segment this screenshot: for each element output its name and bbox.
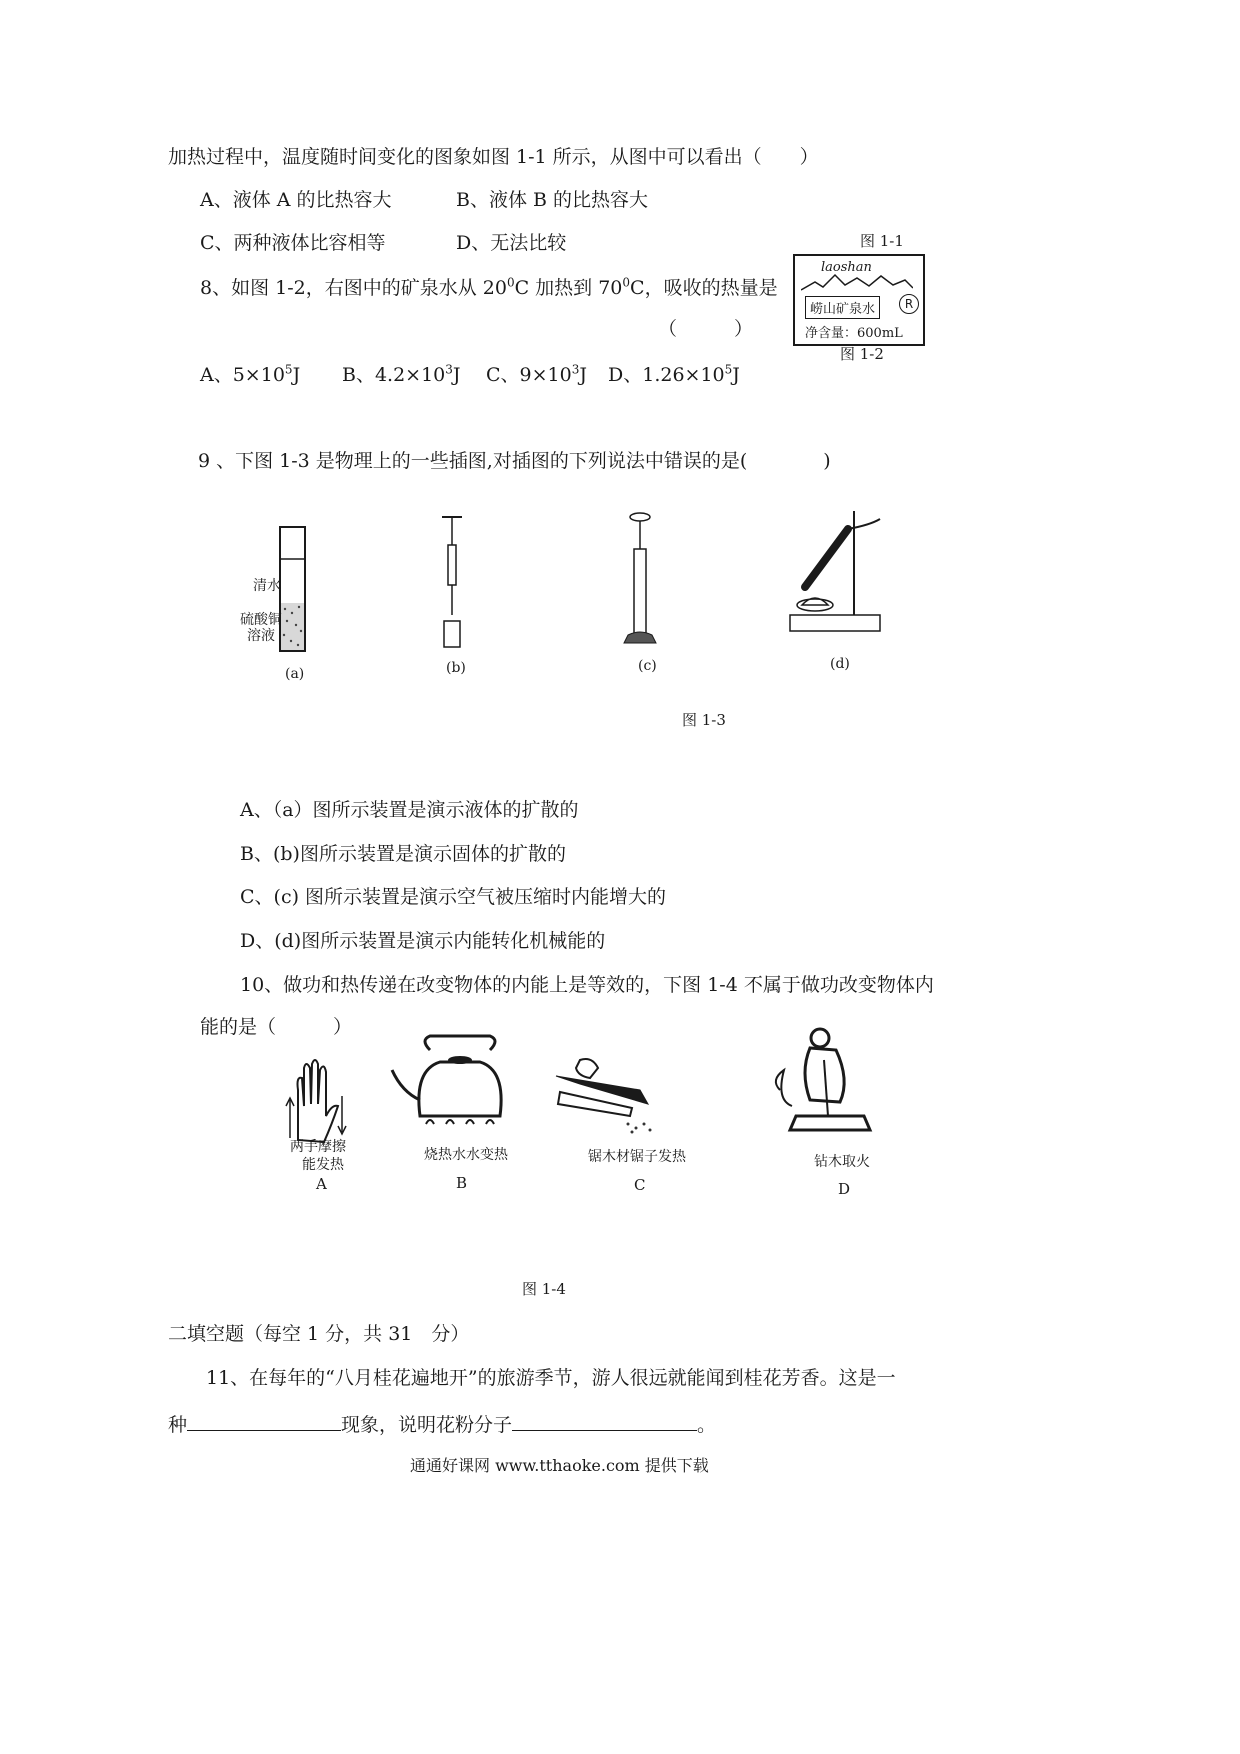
fig-b-caption: 烧热水水变热 xyxy=(424,1147,508,1163)
fig-a-caption-2: 能发热 xyxy=(302,1157,344,1173)
fig-1-1-label: 图 1-1 xyxy=(860,232,904,250)
figure-1-4 xyxy=(280,1020,920,1150)
q7-stem-continuation: 加热过程中，温度随时间变化的图象如图 1-1 所示，从图中可以看出（ ） xyxy=(168,146,819,168)
fig-a-rubbing-hands-icon xyxy=(286,1060,346,1142)
fig-d-letter: D xyxy=(838,1180,851,1198)
fig-1-2-label: 图 1-2 xyxy=(840,345,884,363)
fig-d-fire-drill-icon xyxy=(776,1029,870,1130)
q7-option-b: B、液体 B 的比热容大 xyxy=(456,189,649,211)
q7-option-c: C、两种液体比容相等 xyxy=(200,232,386,254)
fig-a-water-label: 清水 xyxy=(253,578,281,594)
mountain-icon xyxy=(801,272,913,292)
registered-mark-icon: R xyxy=(899,294,919,314)
q11-blank-1[interactable] xyxy=(187,1412,341,1431)
q9-option-a: A、（a）图所示装置是演示液体的扩散的 xyxy=(240,799,579,821)
q10-stem-line1: 10、做功和热传递在改变物体的内能上是等效的，下图 1-4 不属于做功改变物体内 xyxy=(240,974,934,996)
fig-a-diffusion-cylinder xyxy=(280,527,305,651)
q9-option-c: C、(c) 图所示装置是演示空气被压缩时内能增大的 xyxy=(240,886,667,908)
section-2-heading: 二填空题（每空 1 分，共 31 分） xyxy=(168,1323,470,1345)
q7-option-d: D、无法比较 xyxy=(456,232,567,254)
fig-b-caption: (b) xyxy=(446,660,466,676)
fig-a-solution-label-2: 溶液 xyxy=(247,628,275,644)
fig-1-3-label: 图 1-3 xyxy=(682,711,726,729)
fig-c-caption: (c) xyxy=(638,658,657,674)
fig-b-kettle-icon xyxy=(392,1036,501,1124)
label-net-content: 净含量：600mL xyxy=(805,326,903,341)
fig-c-saw-icon xyxy=(556,1059,652,1134)
q8-option-b: B、$4.2\times 10^3J$ xyxy=(342,362,461,386)
fig-d-caption: (d) xyxy=(830,656,850,672)
q9-option-b: B、(b)图所示装置是演示固体的扩散的 xyxy=(240,843,566,865)
fig-d-caption: 钻木取火 xyxy=(814,1154,870,1170)
figure-1-3 xyxy=(230,505,1030,685)
q11-line1: 11、在每年的“八月桂花遍地开”的旅游季节，游人很远就能闻到桂花芳香。这是一 xyxy=(206,1367,896,1389)
q8-option-c: C、$9\times 10^3J$ xyxy=(486,362,587,386)
q8-stem: 8、如图 1-2，右图中的矿泉水从 $20^0C$ 加热到 $70^0C$，吸收的热量是 xyxy=(200,275,778,299)
q7-option-a: A、液体 A 的比热容大 xyxy=(200,189,392,211)
fig-b-letter: B xyxy=(456,1174,468,1192)
fig-a-caption: (a) xyxy=(285,666,305,682)
q11-blank-2[interactable] xyxy=(512,1412,697,1431)
fig-1-4-label: 图 1-4 xyxy=(522,1280,566,1298)
label-brand: laoshan xyxy=(821,260,872,275)
fig-a-caption-1: 两手摩擦 xyxy=(290,1139,346,1155)
q9-option-d: D、(d)图所示装置是演示内能转化机械能的 xyxy=(240,930,606,952)
q10-stem-line2: 能的是（ ） xyxy=(200,1016,353,1038)
fig-d-steam-test-tube xyxy=(790,511,880,631)
q9-stem: 9 、下图 1-3 是物理上的一些插图,对插图的下列说法中错误的是( ) xyxy=(198,450,831,472)
fig-c-caption: 锯木材锯子发热 xyxy=(588,1149,686,1165)
fig-a-solution-label-1: 硫酸铜 xyxy=(240,612,282,628)
footer-text: 通通好课网 www.tthaoke.com 提供下载 xyxy=(410,1456,709,1475)
q8-option-d: D、$1.26\times 10^5J$ xyxy=(608,362,740,386)
fig-c-air-compression-tube xyxy=(624,513,656,643)
q8-answer-paren: （ ） xyxy=(658,318,754,340)
q8-option-a: A、$5\times 10^5J$ xyxy=(200,362,301,386)
mineral-water-label xyxy=(793,254,925,346)
label-product-name: 崂山矿泉水 xyxy=(805,296,880,319)
fig-c-letter: C xyxy=(634,1176,646,1194)
fig-b-lead-blocks xyxy=(442,517,462,647)
q11-line2: 种 现象，说明花粉分子 。 xyxy=(168,1414,717,1436)
fig-a-letter: A xyxy=(316,1175,327,1193)
